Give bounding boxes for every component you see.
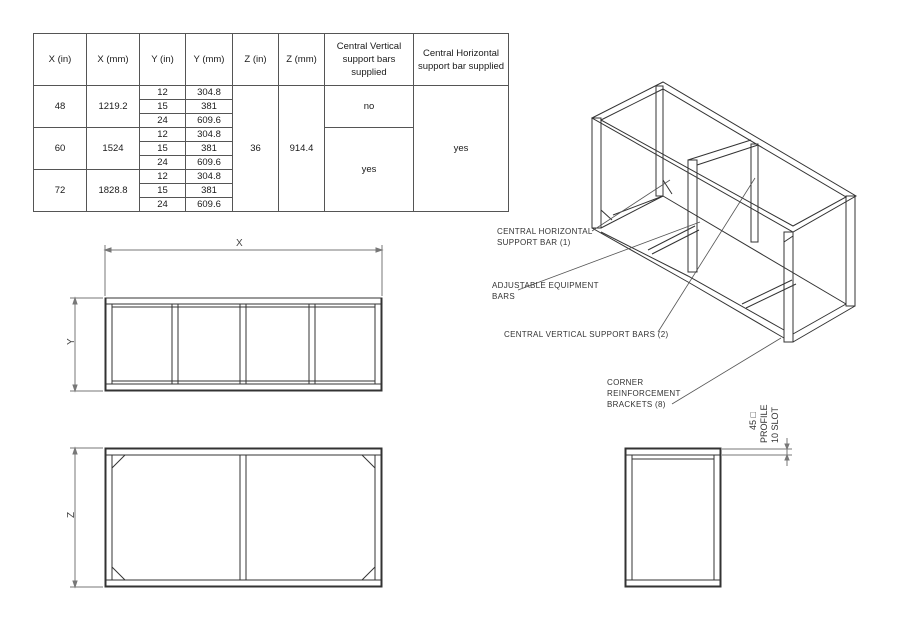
cell-y-in: 24 (140, 114, 186, 128)
x-dim-label: X (236, 238, 243, 249)
header-central-horizontal: Central Horizontal support bar supplied (414, 34, 509, 86)
cell-x-in: 48 (34, 86, 87, 128)
header-x-in: X (in) (34, 34, 87, 86)
header-y-mm: Y (mm) (186, 34, 233, 86)
callout-central-vertical: CENTRAL VERTICAL SUPPORT BARS (2) (504, 330, 669, 339)
cell-x-mm: 1219.2 (87, 86, 140, 128)
cell-y-mm: 381 (186, 184, 233, 198)
cell-z-in: 36 (233, 86, 279, 212)
profile-size: 45 □ (748, 412, 758, 430)
profile-label (748, 398, 788, 443)
front-view (105, 298, 382, 391)
spec-table (33, 33, 509, 212)
side-view (625, 448, 721, 587)
top-view (105, 448, 382, 587)
cell-vertical-yes: yes (325, 128, 414, 212)
header-y-in: Y (in) (140, 34, 186, 86)
cell-y-mm: 609.6 (186, 114, 233, 128)
isometric-view (592, 82, 856, 342)
header-x-mm: X (mm) (87, 34, 140, 86)
z-dim-label: Z (66, 511, 77, 518)
cell-y-in: 12 (140, 170, 186, 184)
x-dimension (105, 245, 382, 296)
cell-horizontal-yes: yes (414, 86, 509, 212)
cell-y-mm: 304.8 (186, 128, 233, 142)
cell-x-mm: 1524 (87, 128, 140, 170)
cell-y-mm: 609.6 (186, 198, 233, 212)
cell-y-mm: 381 (186, 100, 233, 114)
y-dim-label: Y (66, 338, 77, 345)
cell-y-in: 24 (140, 198, 186, 212)
cell-y-in: 15 (140, 184, 186, 198)
cell-y-in: 15 (140, 100, 186, 114)
cell-y-in: 12 (140, 128, 186, 142)
profile-slot: 10 SLOT (770, 406, 780, 443)
cell-x-in: 60 (34, 128, 87, 170)
header-z-mm: Z (mm) (279, 34, 325, 86)
cell-y-mm: 609.6 (186, 156, 233, 170)
cell-x-mm: 1828.8 (87, 170, 140, 212)
cell-y-mm: 304.8 (186, 86, 233, 100)
cell-y-in: 12 (140, 86, 186, 100)
header-central-vertical: Central Vertical support bars supplied (325, 34, 414, 86)
cell-vertical-no: no (325, 86, 414, 128)
cell-y-mm: 381 (186, 142, 233, 156)
header-z-in: Z (in) (233, 34, 279, 86)
callout-adjustable-bars: ADJUSTABLE EQUIPMENT BARS (492, 281, 599, 301)
profile-dimension (722, 438, 792, 466)
cell-x-in: 72 (34, 170, 87, 212)
cell-y-in: 15 (140, 142, 186, 156)
callout-corner-brackets: CORNER REINFORCEMENT BRACKETS (8) (607, 378, 681, 409)
cell-y-in: 24 (140, 156, 186, 170)
cell-z-mm: 914.4 (279, 86, 325, 212)
callout-central-horizontal: CENTRAL HORIZONTAL SUPPORT BAR (1) (497, 227, 593, 247)
profile-type: PROFILE (759, 404, 769, 443)
cell-y-mm: 304.8 (186, 170, 233, 184)
